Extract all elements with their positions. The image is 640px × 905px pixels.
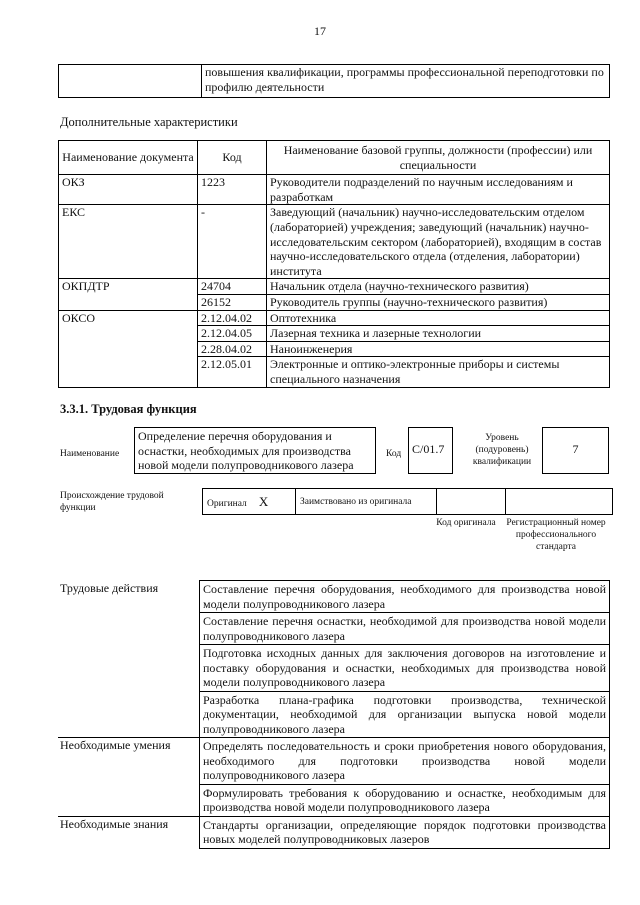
header-name: Наименование базовой группы, должности (профессии) или специальности — [267, 141, 610, 175]
table-row — [59, 175, 610, 205]
row-code: 2.12.04.02 — [198, 310, 267, 326]
origin-label: Происхождение трудовой функции — [60, 491, 164, 513]
registration-number-caption: Регистрационный номер профессионального стандарта — [506, 518, 606, 552]
qualification-level-value: 7 — [542, 427, 609, 474]
section-title: 3.3.1. Трудовая функция — [60, 402, 197, 416]
code-original-caption: Код оригинала — [436, 518, 496, 528]
row-name: Руководители подразделений по научным исследованиям и разработкам — [267, 175, 610, 205]
row-code: 26152 — [198, 294, 267, 310]
origin-original-label: Оригинал — [207, 498, 247, 509]
row-document: ОКПДТР — [59, 279, 198, 310]
row-code: 24704 — [198, 279, 267, 295]
table-row — [58, 816, 610, 848]
table-row — [59, 279, 610, 295]
origin-code-cell — [437, 489, 506, 515]
origin-borrowed-label: Заимствовано из оригинала — [296, 489, 437, 515]
additional-characteristics-table — [58, 140, 610, 388]
row-document: ЕКС — [59, 205, 198, 279]
origin-original-mark: X — [258, 493, 269, 509]
table-header-row — [59, 141, 610, 175]
continuation-table — [58, 64, 610, 98]
row-name: Электронные и оптико-электронные приборы и системы специального назначения — [267, 357, 610, 387]
continuation-empty-cell — [59, 65, 202, 98]
labor-action-item: Составление перечня оборудования, необходимого для производства новой модели полупроводникового лазера — [200, 581, 610, 613]
continuation-text-cell: повышения квалификации, программы профессиональной переподготовки по профилю деятельности — [202, 65, 610, 98]
knowledge-label: Необходимые знания — [58, 816, 200, 848]
labor-action-item: Подготовка исходных данных для заключения договоров на изготовление и поставку оборудования и оснастки, необходимых для производства новой модели полупроводникового лазера — [200, 645, 610, 692]
function-name-label: Наименование — [60, 449, 120, 459]
row-code: 1223 — [198, 175, 267, 205]
qualification-level-label: Уровень (подуровень) квалификации — [472, 433, 532, 467]
row-name: Руководитель группы (научно-технического развития) — [267, 294, 610, 310]
table-row — [59, 310, 610, 326]
origin-original-cell — [203, 489, 296, 515]
row-document: ОКСО — [59, 310, 198, 387]
labor-action-item: Составление перечня оснастки, необходимой для производства новой модели полупроводникового лазера — [200, 613, 610, 645]
table-row — [58, 738, 610, 785]
page-number: 17 — [314, 24, 326, 38]
labor-actions-label: Трудовые действия — [60, 580, 159, 595]
skill-item: Формулировать требования к оборудованию и оснастке, необходимым для производства новой модели полупроводникового лазера — [200, 784, 610, 816]
row-code: - — [198, 205, 267, 279]
row-code: 2.28.04.02 — [198, 341, 267, 357]
skills-label: Необходимые умения — [58, 738, 200, 817]
row-code: 2.12.05.01 — [198, 357, 267, 387]
skill-item: Определять последовательность и сроки приобретения нового оборудования, необходимого для подготовки производства новой модели полупроводникового лазера — [200, 738, 610, 785]
labor-actions-table — [58, 580, 610, 849]
row-name: Начальник отдела (научно-технического развития) — [267, 279, 610, 295]
table-row — [58, 581, 610, 613]
table-row — [59, 205, 610, 279]
header-code: Код — [198, 141, 267, 175]
knowledge-item: Стандарты организации, определяющие порядок подготовки производства новых моделей полупроводниковых лазеров — [200, 816, 610, 848]
origin-reg-cell — [506, 489, 613, 515]
labor-action-item: Разработка плана-графика подготовки производства, технической документации, необходимой для организации выпуска новой модели полупроводникового лазера — [200, 691, 610, 738]
row-name: Наноинженерия — [267, 341, 610, 357]
row-name: Оптотехника — [267, 310, 610, 326]
header-document: Наименование документа — [59, 141, 198, 175]
row-document: ОКЗ — [59, 175, 198, 205]
function-name-value: Определение перечня оборудования и оснастки, необходимых для производства новой модели полупроводникового лазера — [134, 427, 376, 474]
additional-characteristics-title: Дополнительные характеристики — [60, 115, 238, 129]
row-name: Заведующий (начальник) научно-исследовательским отделом (лабораторией) учреждения; заведующий (начальник) научно-исследовательским сектором (лабораторией), входящим в состав научно-исследовательского отдела (отделения, лаборатории) института — [267, 205, 610, 279]
row-code: 2.12.04.05 — [198, 326, 267, 342]
function-code-label: Код — [386, 449, 402, 459]
function-code-value: C/01.7 — [408, 427, 453, 474]
origin-table — [202, 488, 613, 515]
row-name: Лазерная техника и лазерные технологии — [267, 326, 610, 342]
